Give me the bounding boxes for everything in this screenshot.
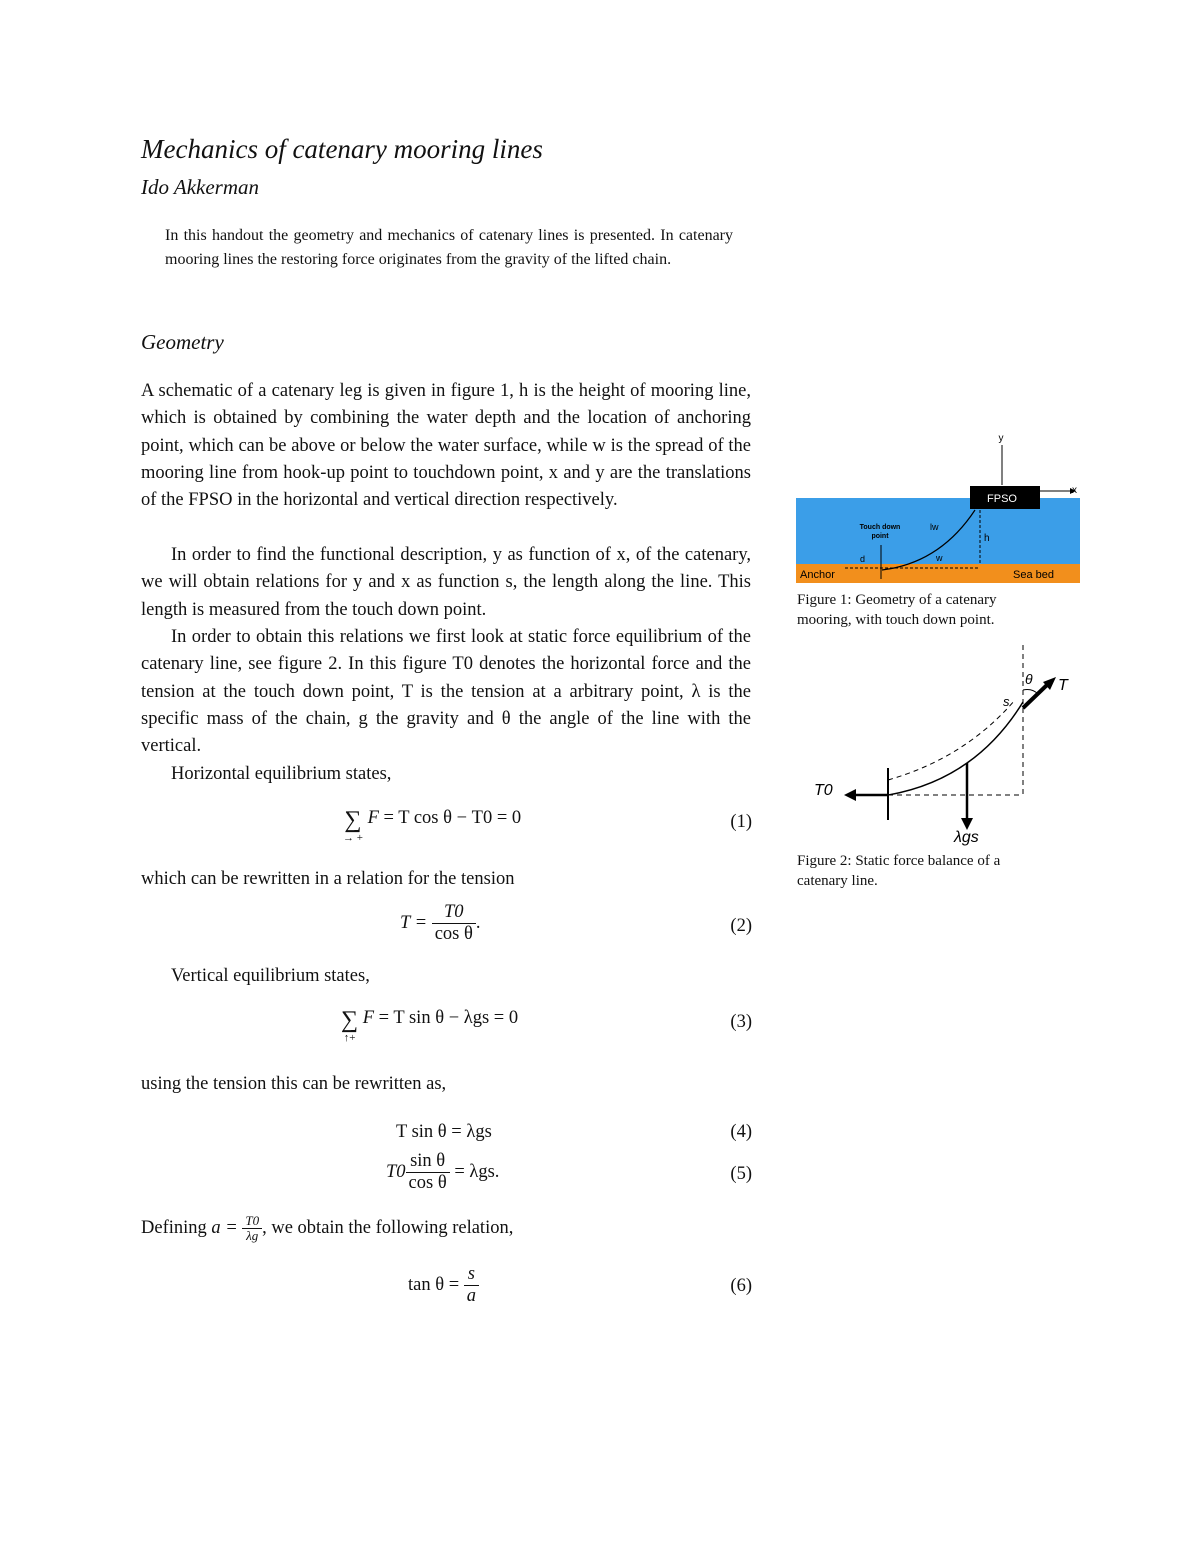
eq3-rhs: = T sin θ − λgs = 0 <box>378 1008 519 1028</box>
equation-1: ∑ → + F = T cos θ − T0 = 0 <box>343 807 522 844</box>
figure-2-diagram <box>800 640 1090 850</box>
lambda-gs-label: λgs <box>954 829 979 846</box>
touch-point-label: point <box>871 533 889 540</box>
eq5-denominator: cos θ <box>408 1173 447 1193</box>
paragraph-3: In order to obtain this relations we first look at static force equilibrium of the catenary line, see figure 2. In this figure T0 denotes the horizontal force and the tension at the touch down point, T is the tension at a arbitrary point, λ is the specific mass of the chain, g the gravity and θ the angle of the line with the vertical. <box>141 627 751 757</box>
T0-label: T0 <box>814 782 833 799</box>
x-axis-label: x <box>1072 485 1077 496</box>
eq2-numerator: T0 <box>432 902 476 924</box>
equation-4: T sin θ = λgs <box>396 1122 492 1142</box>
def-a-denominator: λg <box>246 1228 259 1243</box>
T0-force-arrowhead <box>844 789 856 801</box>
eq6-denominator: a <box>466 1286 477 1306</box>
equation-6-number: (6) <box>730 1276 752 1296</box>
eq6-lhs: tan θ = <box>408 1274 460 1295</box>
paragraph-4: Horizontal equilibrium states, <box>171 764 392 784</box>
abstract: In this handout the geometry and mechanics of catenary lines is presented. In catenary mooring lines the restoring force originates from the gravity of the lifted chain. <box>165 227 733 268</box>
figure-1-diagram <box>790 425 1090 590</box>
eq1-lhs: F <box>367 808 379 828</box>
eq1-rhs: = T cos θ − T0 = 0 <box>383 808 522 828</box>
w-label: w <box>936 553 943 563</box>
T-force-shaft <box>1023 684 1048 708</box>
equation-3-number: (3) <box>730 1012 752 1032</box>
p8-suffix: , we obtain the following relation, <box>262 1217 514 1238</box>
eq6-fraction <box>464 1264 479 1307</box>
equation-5 <box>386 1151 499 1194</box>
figure-2-caption: Figure 2: Static force balance of a catenary line. <box>797 853 1001 889</box>
eq5-numerator: sin θ <box>406 1151 450 1173</box>
figure-1-caption: Figure 1: Geometry of a catenary mooring, with touch down point. <box>797 592 997 628</box>
eq1-sum-subscript: → + <box>343 832 363 844</box>
touch-down-label: Touch down <box>859 524 901 531</box>
author: Ido Akkerman <box>141 175 259 199</box>
anchor-label: Anchor <box>800 569 835 581</box>
eq3-lhs: F <box>362 1008 375 1028</box>
eq2-fraction <box>432 902 476 945</box>
equation-1-number: (1) <box>730 812 752 832</box>
paragraph-6: Vertical equilibrium states, <box>171 966 370 986</box>
def-a-lhs: a = <box>211 1217 238 1238</box>
paragraph-2: In order to find the functional description, y as function of x, of the catenary, we will obtain relations for y and x as function s, the length along the line. This length is measured from the touch down point. <box>141 545 751 620</box>
def-a-fraction <box>242 1214 262 1243</box>
eq6-numerator: s <box>464 1264 479 1286</box>
def-a-numerator: T0 <box>242 1214 262 1229</box>
section-title-geometry: Geometry <box>141 330 224 354</box>
equation-2: T = $\frac{T0}{\text{cos θ}}$ . <box>400 902 481 944</box>
sea-bed-label: Sea bed <box>1013 569 1054 581</box>
eq5-lhs: T0 <box>386 1161 406 1182</box>
equation-3: ∑ ↑+ F = T sin θ − λgs = 0 <box>341 1007 519 1044</box>
paragraph-7: using the tension this can be rewritten as, <box>141 1074 447 1094</box>
equation-6 <box>408 1264 479 1307</box>
equation-2-number: (2) <box>730 916 752 936</box>
p8-prefix: Defining <box>141 1217 212 1238</box>
catenary-segment <box>888 702 1023 795</box>
eq2-lhs: T = <box>400 912 428 933</box>
T-label: T <box>1058 677 1068 694</box>
eq2-denominator: cos θ <box>434 924 473 944</box>
equation-4-number: (4) <box>730 1122 752 1142</box>
lw-label: lw <box>930 522 939 532</box>
arc-length-s <box>888 700 1015 780</box>
paragraph-1: A schematic of a catenary leg is given in figure 1, h is the height of mooring line, which is obtained by combining the water depth and the location of anchoring point, which can be above or below the water surface, while w is the spread of the mooring line from hook-up point to touchdown point, x and y are the translations of the FPSO in the horizontal and vertical direction respectively. <box>141 381 751 511</box>
paragraph-5: which can be rewritten in a relation for the tension <box>141 869 515 889</box>
y-axis-label: y <box>998 433 1004 444</box>
eq5-rhs: = λgs. <box>454 1161 500 1182</box>
theta-label: θ <box>1025 671 1033 687</box>
eq3-sum-subscript: ↑+ <box>343 1032 356 1044</box>
paragraph-8 <box>141 1214 513 1243</box>
fpso-label: FPSO <box>987 493 1017 505</box>
eq5-fraction <box>406 1151 450 1194</box>
s-label: s <box>1003 694 1010 709</box>
h-label: h <box>984 533 990 544</box>
equation-5-number: (5) <box>730 1164 752 1184</box>
d-label: d <box>860 554 866 564</box>
page-title: Mechanics of catenary mooring lines <box>141 134 543 164</box>
